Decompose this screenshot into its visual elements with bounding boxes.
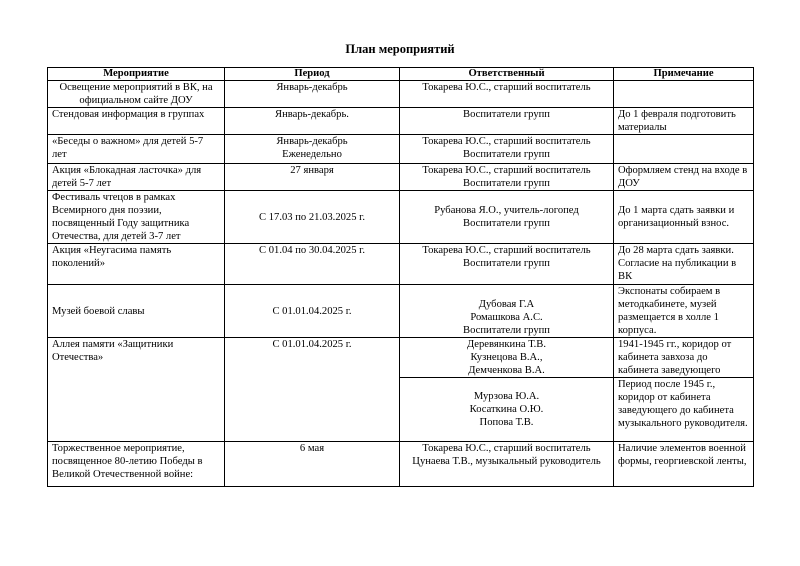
event-cell: Стендовая информация в группах <box>48 108 225 135</box>
table-row <box>48 285 754 338</box>
table-header-row <box>48 68 754 81</box>
note-cell: До 1 марта сдать заявки и организационный взнос. <box>614 191 754 244</box>
responsible-line: Кузнецова В.А., <box>470 352 543 363</box>
table-row <box>48 164 754 191</box>
table-row <box>48 108 754 135</box>
header-period: Период <box>225 68 400 81</box>
period-cell: С 01.01.04.2025 г. <box>225 338 400 442</box>
responsible-cell <box>400 81 614 108</box>
responsible-line: Дубовая Г.А <box>478 299 535 310</box>
period-cell <box>225 135 400 164</box>
note-cell: Наличие элементов военной формы, георгиевской ленты, <box>614 442 754 487</box>
responsible-line: Токарева Ю.С., старший воспитатель <box>422 245 591 256</box>
table-row <box>48 81 754 108</box>
period-cell: Январь-декабрь <box>225 81 400 108</box>
note-cell: До 1 февраля подготовить материалы <box>614 108 754 135</box>
responsible-line: Демченкова В.А. <box>468 365 545 376</box>
responsible-cell <box>400 442 614 487</box>
responsible-line: Воспитатели групп <box>463 178 550 189</box>
note-cell: Период после 1945 г., коридор от кабинета заведующего до кабинета музыкального руководителя. <box>614 378 754 442</box>
table-row <box>48 191 754 244</box>
period-cell: С 01.04 по 30.04.2025 г. <box>225 244 400 285</box>
responsible-cell <box>400 135 614 164</box>
responsible-cell <box>400 164 614 191</box>
event-cell: Музей боевой славы <box>48 285 225 338</box>
responsible-line: Токарева Ю.С., старший воспитатель <box>422 82 591 93</box>
responsible-cell <box>400 285 614 338</box>
responsible-line: Деревянкина Т.В. <box>466 339 547 350</box>
note-cell <box>614 135 754 164</box>
responsible-line: Токарева Ю.С., старший воспитатель <box>422 136 591 147</box>
table-row <box>48 338 754 378</box>
note-cell: Экспонаты собираем в методкабинете, музей размещается в холле 1 корпуса. <box>614 285 754 338</box>
note-cell: Оформляем стенд на входе в ДОУ <box>614 164 754 191</box>
responsible-line: Токарева Ю.С., старший воспитатель <box>422 165 591 176</box>
responsible-cell <box>400 191 614 244</box>
responsible-line: Ромашкова А.С. <box>470 312 543 323</box>
event-cell: Акция «Неугасима память поколений» <box>48 244 225 285</box>
responsible-cell <box>400 244 614 285</box>
page-title: План мероприятий <box>345 42 455 56</box>
responsible-line: Токарева Ю.С., старший воспитатель <box>422 443 591 454</box>
event-cell: Торжественное мероприятие, посвященное 80-летию Победы в Великой Отечественной войне: <box>48 442 225 487</box>
event-cell: Аллея памяти «Защитники Отечества» <box>48 338 225 442</box>
events-plan-table <box>47 67 754 487</box>
responsible-line: Цунаева Т.В., музыкальный руководитель <box>412 456 601 467</box>
responsible-line: Воспитатели групп <box>463 218 550 229</box>
responsible-line: Косаткина О.Ю. <box>469 404 544 415</box>
header-note: Примечание <box>614 68 754 81</box>
period-cell: С 01.01.04.2025 г. <box>225 285 400 338</box>
header-responsible: Ответственный <box>400 68 614 81</box>
event-cell: Фестиваль чтецов в рамках Всемирного дня поэзии, посвященный Году защитника Отечества, для детей 3-7 лет <box>48 191 225 244</box>
table-row <box>48 442 754 487</box>
period-line: Январь-декабрь <box>276 136 348 147</box>
responsible-cell <box>400 108 614 135</box>
period-cell: Январь-декабрь. <box>225 108 400 135</box>
event-cell: Освещение мероприятий в ВК, на официальном сайте ДОУ <box>48 81 225 108</box>
note-cell: 1941-1945 гг., коридор от кабинета завхоза до кабинета заведующего <box>614 338 754 378</box>
responsible-line: Воспитатели групп <box>463 109 550 120</box>
note-cell: До 28 марта сдать заявки. Согласие на публикации в ВК <box>614 244 754 285</box>
table-row <box>48 244 754 285</box>
period-line: Еженедельно <box>282 149 342 160</box>
table-row <box>48 135 754 164</box>
event-cell: Акция «Блокадная ласточка» для детей 5-7 лет <box>48 164 225 191</box>
header-event: Мероприятие <box>48 68 225 81</box>
responsible-line: Мурзова Ю.А. <box>473 391 540 402</box>
event-cell: «Беседы о важном» для детей 5-7 лет <box>48 135 225 164</box>
responsible-line: Воспитатели групп <box>463 258 550 269</box>
period-cell: 27 января <box>225 164 400 191</box>
responsible-line: Рубанова Я.О., учитель-логопед <box>434 205 579 216</box>
responsible-cell <box>400 378 614 442</box>
responsible-line: Попова Т.В. <box>479 417 534 428</box>
note-cell <box>614 81 754 108</box>
responsible-line: Воспитатели групп <box>463 149 550 160</box>
period-cell: 6 мая <box>225 442 400 487</box>
period-cell: С 17.03 по 21.03.2025 г. <box>225 191 400 244</box>
responsible-line: Воспитатели групп <box>463 325 550 336</box>
responsible-cell <box>400 338 614 378</box>
